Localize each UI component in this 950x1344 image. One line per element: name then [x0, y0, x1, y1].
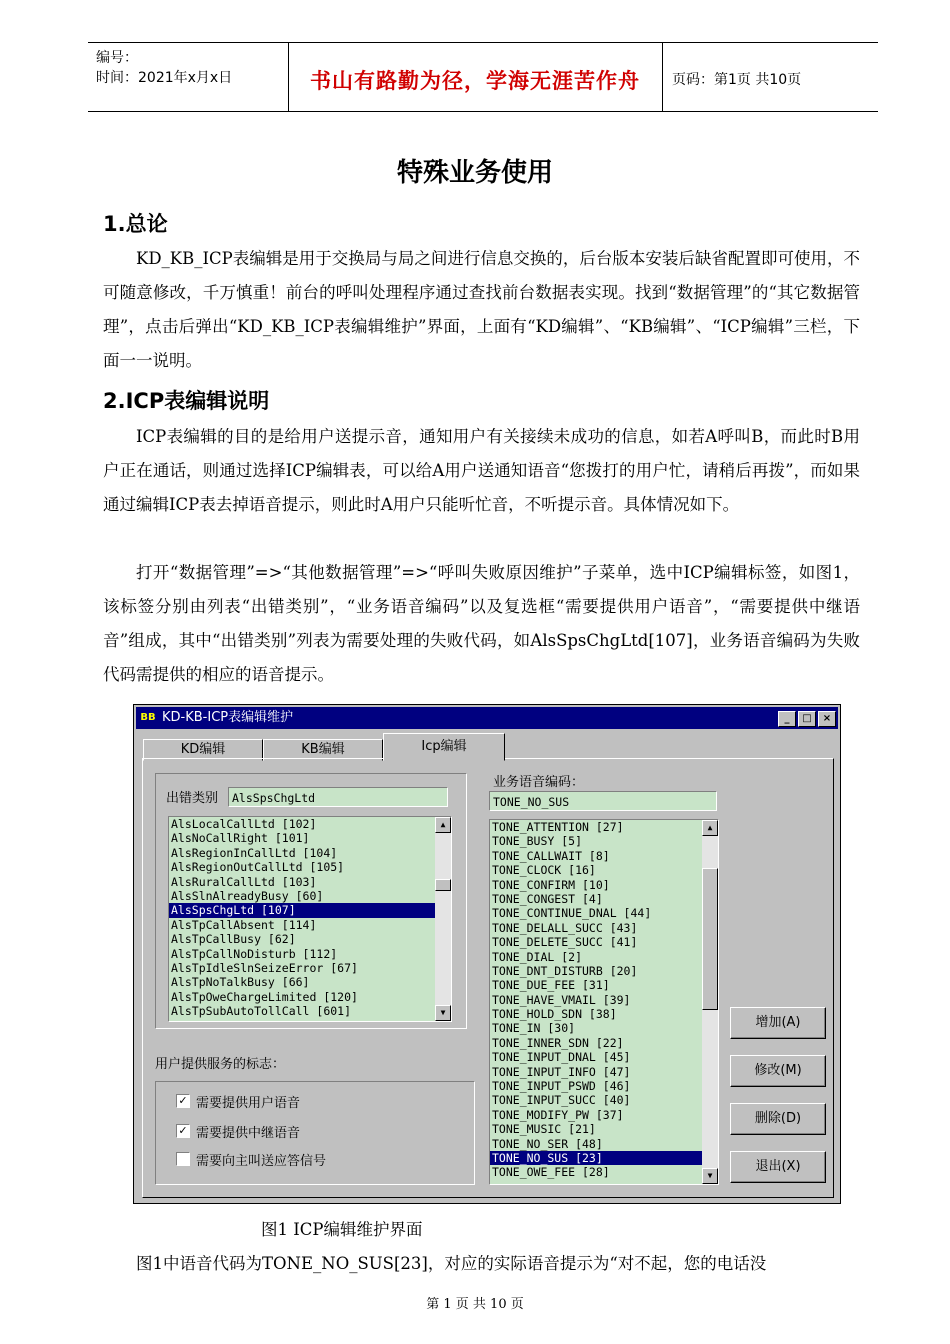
voice-code-list-item[interactable]: TONE_DELETE_SUCC [41]: [492, 935, 638, 950]
voice-code-list-item[interactable]: TONE_DNT_DISTURB [20]: [492, 963, 638, 978]
service-flags-group: [155, 1081, 475, 1185]
modify-button[interactable]: 修改(M): [730, 1055, 826, 1087]
scroll-thumb[interactable]: [702, 868, 718, 1010]
checkbox-user-voice-label: 需要提供用户语音: [196, 1096, 301, 1111]
service-flags-label: 用户提供服务的标志：: [155, 1057, 286, 1072]
tab-kd-edit[interactable]: KD编辑: [143, 739, 263, 761]
error-type-label: 出错类别: [166, 791, 219, 806]
voice-code-list-item[interactable]: TONE_INPUT_DNAL [45]: [492, 1050, 631, 1065]
minimize-icon[interactable]: _: [778, 711, 796, 727]
add-button[interactable]: 增加(A): [730, 1007, 826, 1039]
scroll-thumb[interactable]: [435, 879, 451, 891]
figure-caption: 图1 ICP编辑维护界面: [261, 1220, 423, 1239]
error-type-list-item[interactable]: AlsRuralCallLtd [103]: [171, 874, 317, 889]
section2-paragraph-1: ICP表编辑的目的是给用户送提示音，通知用户有关接续未成功的信息，如若A呼叫B，而此时B用户正在通话，则通过选择ICP编辑表，可以给A用户送通知语音“您拨打的用户忙，请稍后再拨”，而如果通过编辑ICP表去掉语音提示，则此时A用户只能听忙音，不听提示音。具体情况如下。: [103, 427, 860, 514]
voice-code-list-item[interactable]: TONE_DUE_FEE [31]: [492, 978, 610, 993]
error-list-scrollbar[interactable]: [435, 817, 451, 1021]
header-table: [88, 42, 878, 112]
section2-heading: 2.ICP表编辑说明: [103, 389, 270, 413]
voice-code-list-item[interactable]: TONE_INPUT_SUCC [40]: [492, 1093, 631, 1108]
checkbox-answer-signal[interactable]: [176, 1152, 190, 1166]
header-left-cell: [88, 43, 289, 111]
page-info: 页码：第1页 共10页: [672, 72, 802, 88]
closing-paragraph: 图1中语音代码为TONE_NO_SUS[23]，对应的实际语音提示为“对不起，您的电话没: [136, 1254, 767, 1273]
voice-code-list-item[interactable]: TONE_HOLD_SDN [38]: [492, 1007, 617, 1022]
voice-code-list-item[interactable]: TONE_NO_SUS [23]: [490, 1151, 718, 1165]
scroll-up-icon[interactable]: ▲: [702, 820, 718, 836]
delete-button[interactable]: 删除(D): [730, 1103, 826, 1135]
error-type-list[interactable]: [168, 816, 452, 1022]
voice-code-list-item[interactable]: TONE_OWE_FEE [28]: [492, 1165, 610, 1180]
voice-code-list-item[interactable]: TONE_CONTINUE_DNAL [44]: [492, 906, 652, 921]
time-label: 时间：2021年x月x日: [96, 70, 233, 86]
scroll-down-icon[interactable]: ▼: [702, 1168, 718, 1184]
header-center-cell: [288, 43, 663, 111]
voice-list-scrollbar[interactable]: [702, 820, 718, 1184]
error-type-list-item[interactable]: AlsTpIdleSlnSeizeError [67]: [171, 960, 358, 975]
error-type-list-item[interactable]: AlsTpCallAbsent [114]: [171, 917, 317, 932]
error-type-list-item[interactable]: AlsRegionOutCallLtd [105]: [171, 860, 345, 875]
voice-code-list-item[interactable]: TONE_MODIFY_PW [37]: [492, 1107, 624, 1122]
motto: 书山有路勤为径，学海无涯苦作舟: [310, 69, 640, 93]
voice-code-list[interactable]: [489, 819, 719, 1185]
voice-code-field[interactable]: TONE_NO_SUS: [489, 791, 717, 811]
error-type-list-item[interactable]: AlsSpsChgLtd [107]: [169, 903, 451, 917]
checkbox-trunk-voice-label: 需要提供中继语音: [196, 1126, 301, 1141]
voice-code-list-item[interactable]: TONE_IN [30]: [492, 1021, 576, 1036]
number-label: 编号：: [96, 50, 138, 66]
error-type-list-item[interactable]: AlsTpSubAutoTollCall [601]: [171, 1004, 352, 1019]
document-title: 特殊业务使用: [396, 158, 553, 188]
section1-paragraph: KD_KB_ICP表编辑是用于交换局与局之间进行信息交换的，后台版本安装后缺省配置即可使用，不可随意修改，千万慎重！前台的呼叫处理程序通过查找前台数据表实现。找到“数据管理”的“其它数据管理”，点击后弹出“KD_KB_ICP表编辑维护”界面，上面有“KD编辑”、“KB编辑”、“ICP编辑”三栏，下面一一说明。: [103, 249, 860, 370]
section2-paragraph-2: 打开“数据管理”=>“其他数据管理”=>“呼叫失败原因维护”子菜单，选中ICP编辑标签，如图1，该标签分别由列表“出错类别”，“业务语音编码”以及复选框“需要提供用户语音”，“需要提供中继语音”组成，其中“出错类别”列表为需要处理的失败代码，如AlsSpsChgLtd[107]，业务语音编码为失败代码需提供的相应的语音提示。: [103, 563, 860, 684]
checkbox-answer-signal-label: 需要向主叫送应答信号: [196, 1154, 327, 1169]
voice-code-list-item[interactable]: TONE_CLOCK [16]: [492, 863, 596, 878]
scroll-up-icon[interactable]: ▲: [435, 817, 451, 833]
voice-code-list-item[interactable]: TONE_DELALL_SUCC [43]: [492, 920, 638, 935]
voice-code-list-item[interactable]: TONE_DIAL [2]: [492, 949, 583, 964]
voice-code-list-item[interactable]: TONE_CALLWAIT [8]: [492, 848, 610, 863]
checkbox-user-voice[interactable]: ✓: [176, 1094, 190, 1108]
icp-dialog-screenshot: [133, 704, 841, 1204]
checkbox-trunk-voice[interactable]: ✓: [176, 1124, 190, 1138]
voice-code-list-item[interactable]: TONE_INPUT_INFO [47]: [492, 1064, 631, 1079]
error-type-list-item[interactable]: AlsRegionInCallLtd [104]: [171, 845, 338, 860]
voice-code-list-item[interactable]: TONE_INNER_SDN [22]: [492, 1035, 624, 1050]
scroll-down-icon[interactable]: ▼: [435, 1005, 451, 1021]
voice-code-list-item[interactable]: TONE_ATTENTION [27]: [492, 820, 624, 834]
dialog-title: KD-KB-ICP表编辑维护: [162, 710, 294, 725]
voice-code-list-item[interactable]: TONE_MUSIC [21]: [492, 1122, 596, 1137]
error-type-list-item[interactable]: AlsLocalCallLtd [102]: [171, 817, 317, 831]
voice-code-list-item[interactable]: TONE_INPUT_PSWD [46]: [492, 1079, 631, 1094]
error-type-list-item[interactable]: AlsTpNoTalkBusy [66]: [171, 975, 310, 990]
tab-icp-edit[interactable]: Icp编辑: [383, 733, 505, 761]
error-type-list-item[interactable]: AlsTpOweChargeLimited [120]: [171, 989, 358, 1004]
error-type-list-item[interactable]: AlsNoCallRight [101]: [171, 831, 310, 846]
error-type-list-item[interactable]: AlsTpCallNoDisturb [112]: [171, 946, 338, 961]
error-type-list-item[interactable]: AlsTpCallBusy [62]: [171, 932, 296, 947]
voice-code-list-item[interactable]: TONE_CONFIRM [10]: [492, 877, 610, 892]
tab-kb-edit[interactable]: KB编辑: [263, 739, 383, 761]
exit-button[interactable]: 退出(X): [730, 1151, 826, 1183]
error-type-group: [155, 773, 467, 1029]
error-type-field[interactable]: AlsSpsChgLtd: [228, 787, 448, 807]
close-icon[interactable]: ×: [818, 711, 836, 727]
voice-code-list-item[interactable]: TONE_NO_SER [48]: [492, 1136, 603, 1151]
app-icon: BB: [140, 712, 156, 723]
voice-code-list-item[interactable]: TONE_BUSY [5]: [492, 834, 583, 849]
voice-code-list-item[interactable]: TONE_HAVE_VMAIL [39]: [492, 992, 631, 1007]
voice-code-list-item[interactable]: TONE_CONGEST [4]: [492, 891, 603, 906]
header-right-cell: [662, 43, 878, 111]
dialog-title-bar: [136, 707, 838, 729]
maximize-icon[interactable]: □: [798, 711, 816, 727]
page-footer: 第 1 页 共 10 页: [426, 1297, 524, 1312]
section1-heading: 1.总论: [103, 212, 168, 236]
error-type-list-item[interactable]: AlsSlnAlreadyBusy [60]: [171, 888, 324, 903]
voice-code-label: 业务语音编码：: [493, 775, 585, 790]
